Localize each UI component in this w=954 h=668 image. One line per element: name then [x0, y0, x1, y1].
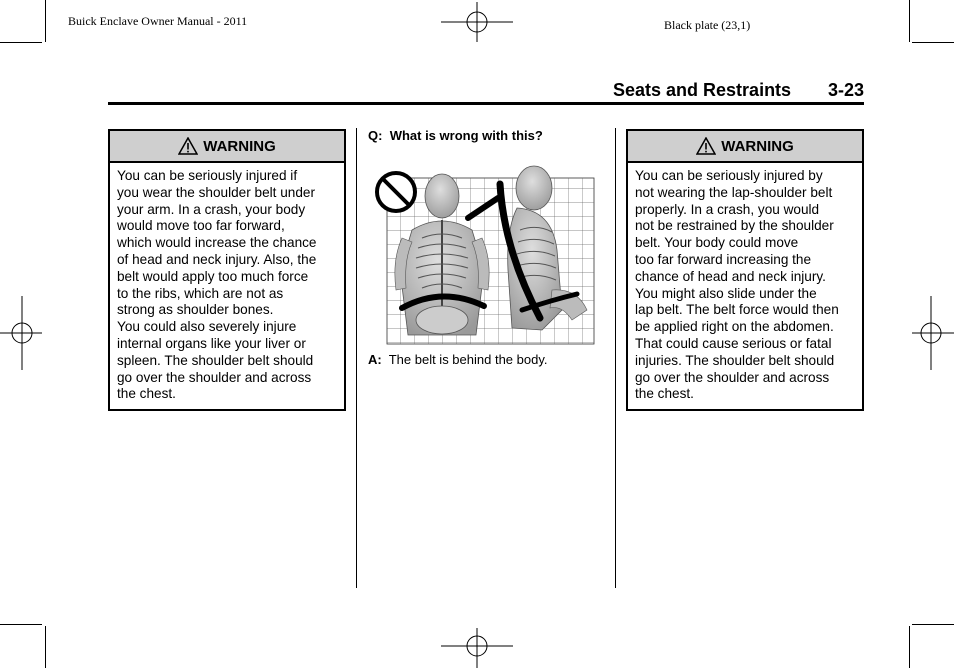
section-title: Seats and Restraints: [613, 80, 792, 100]
right-warning-box: [626, 129, 864, 411]
column-divider: [615, 128, 616, 588]
text-line: go over the shoulder and across: [635, 369, 830, 385]
text-line: your arm. In a crash, your body: [117, 201, 306, 217]
text-line: you wear the shoulder belt under: [117, 184, 315, 200]
text-line: the chest.: [117, 386, 176, 402]
header-rule: [108, 102, 864, 105]
text-line: belt would apply too much force: [117, 268, 309, 284]
warning-title: WARNING: [721, 137, 794, 155]
text-line: not be restrained by the shoulder: [635, 218, 834, 234]
warning-triangle-icon: [178, 137, 198, 155]
manual-title: Buick Enclave Owner Manual - 2011: [68, 14, 248, 28]
text-line: lap belt. The belt force would then: [635, 302, 839, 318]
text-line: to the ribs, which are not as: [117, 285, 284, 301]
warning-text: [628, 163, 862, 403]
warning-title: WARNING: [203, 137, 276, 155]
crop-mark: [0, 42, 42, 43]
text-line: which would increase the chance: [117, 235, 317, 251]
crop-mark: [0, 624, 42, 625]
column-divider: [356, 128, 357, 588]
text-line: of head and neck injury. Also, the: [117, 251, 317, 267]
crop-mark: [45, 0, 46, 42]
text-line: belt. Your body could move: [635, 235, 799, 251]
text-line: You can be seriously injured if: [117, 168, 298, 183]
text-line: internal organs like your liver or: [117, 335, 306, 351]
text-line: You might also slide under the: [635, 285, 817, 301]
crop-mark: [909, 0, 910, 42]
registration-mark-icon: [912, 296, 954, 370]
registration-mark-icon: [441, 628, 513, 668]
text-line: strong as shoulder bones.: [117, 302, 274, 318]
text-line: not wearing the lap-shoulder belt: [635, 184, 833, 200]
crop-mark: [909, 626, 910, 668]
text-line: would move too far forward,: [117, 218, 285, 234]
registration-mark-icon: [441, 2, 513, 42]
question-label: Q:: [368, 128, 383, 143]
warning-text: [110, 163, 344, 403]
answer-label: A:: [368, 352, 382, 367]
text-line: spleen. The shoulder belt should: [117, 352, 314, 368]
crop-mark: [912, 42, 954, 43]
text-line: That could cause serious or fatal: [635, 335, 832, 351]
text-line: You could also severely injure: [117, 319, 297, 335]
text-line: be applied right on the abdomen.: [635, 319, 834, 335]
answer-text: The belt is behind the body.: [388, 352, 548, 367]
answer: [368, 352, 547, 367]
text-line: injuries. The shoulder belt should: [635, 352, 835, 368]
belt-behind-body-illustration: [372, 160, 596, 346]
registration-mark-icon: [0, 296, 42, 370]
plate-label: Black plate (23,1): [664, 18, 751, 32]
question: [368, 128, 543, 143]
text-line: properly. In a crash, you would: [635, 201, 820, 217]
text-line: too far forward increasing the: [635, 251, 812, 267]
text-line: the chest.: [635, 386, 694, 402]
question-text: What is wrong with this?: [389, 128, 543, 143]
left-warning-box: [108, 129, 346, 411]
crop-mark: [912, 624, 954, 625]
text-line: chance of head and neck injury.: [635, 268, 826, 284]
warning-header: [110, 131, 344, 163]
text-line: go over the shoulder and across: [117, 369, 312, 385]
text-line: You can be seriously injured by: [635, 168, 823, 183]
prohibited-icon: [377, 173, 415, 211]
warning-header: [628, 131, 862, 163]
crop-mark: [45, 626, 46, 668]
warning-triangle-icon: [696, 137, 716, 155]
page-number: 3-23: [828, 80, 865, 100]
